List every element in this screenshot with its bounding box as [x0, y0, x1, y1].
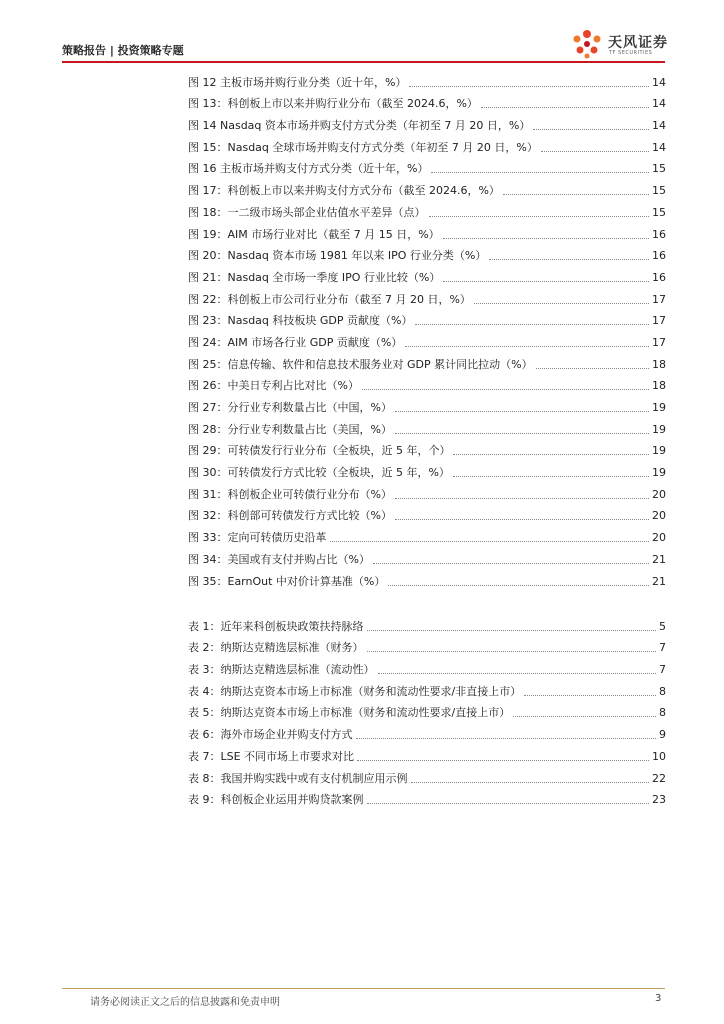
entry-title: 表 8：我国并购实践中或有支付机制应用示例	[188, 771, 408, 785]
dot-leader	[373, 562, 649, 564]
entry-page-number: 7	[659, 663, 666, 677]
dot-leader	[541, 150, 649, 152]
entry-title: 表 4：纳斯达克资本市场上市标准（财务和流动性要求/非直接上市）	[188, 684, 522, 698]
entry-page-number: 21	[652, 574, 666, 588]
entry-title: 图 23：Nasdaq 科技板块 GDP 贡献度（%）	[188, 314, 413, 328]
entry-title: 图 13：科创板上市以来并购行业分布（截至 2024.6，%）	[188, 97, 478, 111]
entry-page-number: 18	[652, 379, 666, 393]
figure-entry[interactable]	[188, 502, 666, 524]
entry-page-number: 8	[659, 684, 666, 698]
entry-page-number: 20	[652, 487, 666, 501]
entry-title: 图 24：AIM 市场各行业 GDP 贡献度（%）	[188, 335, 403, 349]
table-entry[interactable]	[188, 742, 666, 764]
entry-title: 图 22：科创板上市公司行业分布（截至 7 月 20 日，%）	[188, 292, 471, 306]
dot-leader	[503, 193, 649, 195]
entry-title: 图 28：分行业专利数量占比（美国，%）	[188, 422, 392, 436]
figure-entry[interactable]	[188, 437, 666, 459]
company-logo	[568, 28, 668, 60]
entry-page-number: 15	[652, 184, 666, 198]
header-left-text: 策略报告 | 投资策略专题	[62, 44, 184, 57]
dot-leader	[443, 280, 649, 282]
entry-title: 表 2：纳斯达克精选层标准（财务）	[188, 641, 364, 655]
entry-title: 表 1：近年来科创板块政策扶持脉络	[188, 619, 364, 633]
dot-leader	[367, 802, 650, 804]
entry-title: 图 15：Nasdaq 全球市场并购支付方式分类（年初至 7 月 20 日，%）	[188, 140, 538, 154]
figure-entry[interactable]	[188, 90, 666, 112]
entry-page-number: 7	[659, 641, 666, 655]
entry-page-number: 17	[652, 335, 666, 349]
dot-leader	[367, 629, 657, 631]
entry-title: 图 20：Nasdaq 资本市场 1981 年以来 IPO 行业分类（%）	[188, 249, 487, 263]
entry-page-number: 19	[652, 422, 666, 436]
figure-entry[interactable]	[188, 393, 666, 415]
table-entry[interactable]	[188, 720, 666, 742]
entry-page-number: 20	[652, 531, 666, 545]
figure-entry[interactable]	[188, 523, 666, 545]
dot-leader	[533, 128, 649, 130]
entry-page-number: 17	[652, 292, 666, 306]
entry-title: 图 14 Nasdaq 资本市场并购支付方式分类（年初至 7 月 20 日，%）	[188, 119, 531, 133]
figure-entry[interactable]	[188, 480, 666, 502]
dot-leader	[357, 759, 649, 761]
dot-leader	[395, 432, 649, 434]
table-entry[interactable]	[188, 764, 666, 786]
figure-entry[interactable]	[188, 176, 666, 198]
figure-entry[interactable]	[188, 307, 666, 329]
entry-page-number: 14	[652, 140, 666, 154]
footer-divider	[62, 988, 665, 989]
entry-page-number: 17	[652, 314, 666, 328]
dot-leader	[411, 781, 650, 783]
figure-entry[interactable]	[188, 198, 666, 220]
entry-title: 图 31：科创板企业可转债行业分布（%）	[188, 487, 392, 501]
entry-page-number: 23	[652, 793, 666, 807]
entry-page-number: 16	[652, 249, 666, 263]
dot-leader	[513, 715, 656, 717]
table-entry[interactable]	[188, 786, 666, 808]
entry-title: 表 3：纳斯达克精选层标准（流动性）	[188, 663, 375, 677]
figure-entry[interactable]	[188, 350, 666, 372]
table-entry[interactable]	[188, 612, 666, 634]
entry-page-number: 5	[659, 619, 666, 633]
dot-leader	[388, 584, 649, 586]
dot-leader	[405, 345, 649, 347]
figure-entry[interactable]	[188, 133, 666, 155]
entry-title: 图 25：信息传输、软件和信息技术服务业对 GDP 累计同比拉动（%）	[188, 357, 533, 371]
dot-leader	[409, 85, 649, 87]
entry-title: 图 18：一二级市场头部企业估值水平差异（点）	[188, 205, 426, 219]
figure-entry[interactable]	[188, 242, 666, 264]
logo-chinese-name: 天风证券	[608, 35, 668, 51]
dot-leader	[474, 302, 649, 304]
entry-title: 图 19：AIM 市场行业对比（截至 7 月 15 日，%）	[188, 227, 440, 241]
table-entry[interactable]	[188, 655, 666, 677]
entry-title: 图 35：EarnOut 中对价计算基准（%）	[188, 574, 386, 588]
figure-entry[interactable]	[188, 220, 666, 242]
dot-leader	[524, 694, 656, 696]
figure-index	[188, 68, 666, 589]
footer-disclaimer: 请务必阅读正文之后的信息披露和免责申明	[90, 997, 280, 1008]
entry-page-number: 14	[652, 97, 666, 111]
entry-page-number: 15	[652, 162, 666, 176]
entry-title: 图 34：美国或有支付并购占比（%）	[188, 552, 370, 566]
entry-title: 图 30：可转债发行方式比较（全板块，近 5 年，%）	[188, 466, 450, 480]
figure-entry[interactable]	[188, 567, 666, 589]
dot-leader	[367, 650, 657, 652]
entry-page-number: 21	[652, 552, 666, 566]
figure-entry[interactable]	[188, 111, 666, 133]
entry-page-number: 19	[652, 401, 666, 414]
dot-leader	[362, 388, 649, 390]
entry-title: 图 29：可转债发行行业分布（全板块，近 5 年，个）	[188, 444, 451, 458]
table-entry[interactable]	[188, 677, 666, 699]
entry-title: 表 7：LSE 不同市场上市要求对比	[188, 749, 355, 763]
entry-page-number: 19	[652, 444, 666, 458]
dot-leader	[415, 323, 649, 325]
entry-page-number: 9	[659, 728, 666, 742]
entry-page-number: 22	[652, 771, 666, 785]
logo-english-name: TF SECURITIES	[609, 50, 653, 56]
entry-page-number: 14	[652, 119, 666, 133]
table-entry[interactable]	[188, 634, 666, 656]
entry-page-number: 16	[652, 227, 666, 241]
dot-leader	[395, 518, 649, 520]
figure-entry[interactable]	[188, 263, 666, 285]
figure-entry[interactable]	[188, 155, 666, 177]
entry-title: 图 16 主板市场并购支付方式分类（近十年，%）	[188, 162, 429, 176]
entry-title: 图 12 主板市场并购行业分类（近十年，%）	[188, 75, 407, 89]
dot-leader	[378, 672, 657, 674]
figure-entry[interactable]	[188, 372, 666, 394]
dot-leader	[431, 171, 649, 173]
entry-page-number: 18	[652, 357, 666, 371]
entry-page-number: 15	[652, 205, 666, 219]
figure-entry[interactable]	[188, 68, 666, 90]
entry-page-number: 19	[652, 466, 666, 480]
table-index	[188, 612, 666, 807]
figure-entry[interactable]	[188, 328, 666, 350]
entry-page-number: 14	[652, 75, 666, 89]
entry-page-number: 8	[659, 706, 666, 720]
figure-entry[interactable]	[188, 415, 666, 437]
entry-title: 表 9：科创板企业运用并购贷款案例	[188, 793, 364, 807]
entry-title: 表 6：海外市场企业并购支付方式	[188, 728, 353, 742]
dot-leader	[395, 497, 649, 499]
entry-title: 图 17：科创板上市以来并购支付方式分布（截至 2024.6，%）	[188, 184, 500, 198]
dot-leader	[489, 258, 649, 260]
entry-title: 图 26：中美日专利占比对比（%）	[188, 379, 359, 393]
entry-title: 图 32：科创部可转债发行方式比较（%）	[188, 509, 392, 523]
dot-leader	[395, 410, 649, 412]
entry-title: 图 27：分行业专利数量占比（中国，%）	[188, 401, 392, 414]
entry-title: 表 5：纳斯达克资本市场上市标准（财务和流动性要求/直接上市）	[188, 706, 511, 720]
dot-leader	[356, 737, 657, 739]
entry-page-number: 16	[652, 270, 666, 284]
dot-leader	[453, 453, 649, 455]
dot-leader	[330, 540, 650, 542]
dot-leader	[536, 367, 649, 369]
entry-page-number: 20	[652, 509, 666, 523]
entry-title: 图 21：Nasdaq 全市场一季度 IPO 行业比较（%）	[188, 270, 441, 284]
header-divider	[62, 61, 665, 63]
table-entry[interactable]	[188, 699, 666, 721]
dot-leader	[443, 237, 649, 239]
figure-entry[interactable]	[188, 458, 666, 480]
entry-title: 图 33：定向可转债历史沿革	[188, 531, 327, 545]
logo-flower-icon	[568, 28, 606, 60]
page-number: 3	[655, 993, 662, 1004]
entry-page-number: 10	[652, 749, 666, 763]
dot-leader	[453, 475, 649, 477]
figure-entry[interactable]	[188, 545, 666, 567]
figure-entry[interactable]	[188, 285, 666, 307]
dot-leader	[481, 106, 649, 108]
dot-leader	[429, 215, 650, 217]
